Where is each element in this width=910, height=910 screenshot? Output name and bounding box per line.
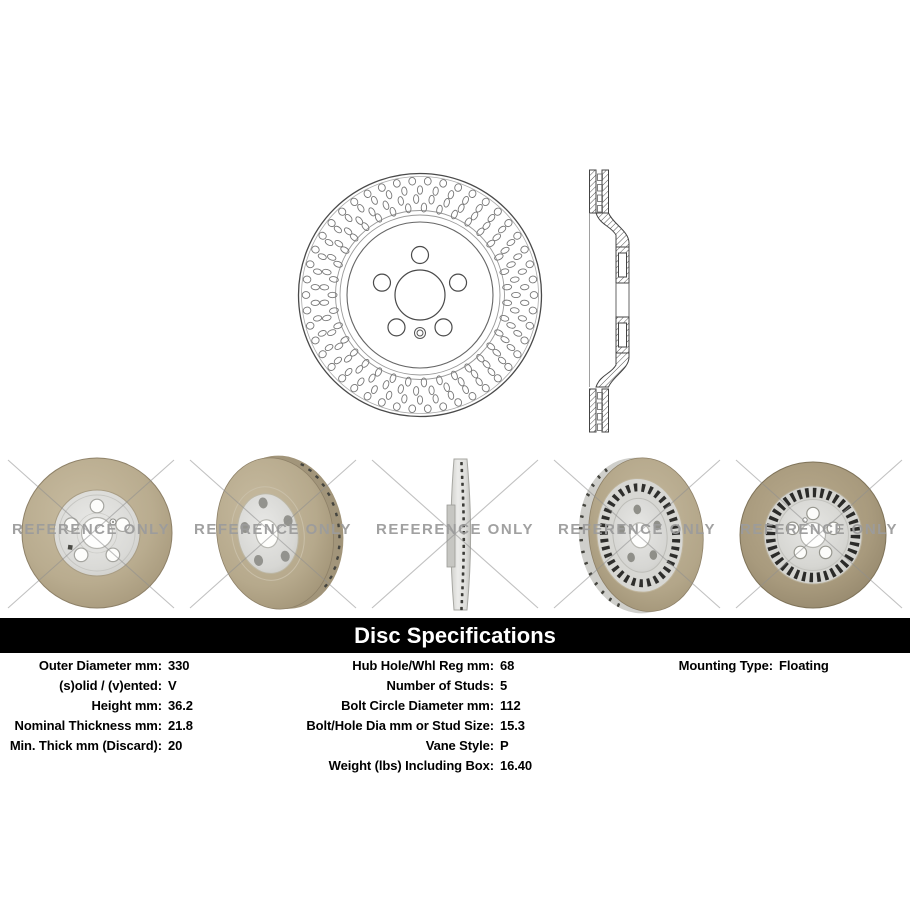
- vent-hole-dot-pattern: [302, 177, 538, 413]
- front-view-line-drawing: [295, 170, 545, 420]
- watermark-text: REFERENCE ONLY: [12, 521, 170, 538]
- spec-column-3: [640, 656, 829, 676]
- product-photo-row: [0, 450, 910, 618]
- cross-section-line-drawing: [580, 168, 644, 434]
- photo-back-view: [728, 450, 910, 618]
- spec-row: Outer Diameter mm: 330: [38, 658, 190, 673]
- photo-angled-front-view: [182, 450, 364, 618]
- watermark-text: REFERENCE ONLY: [558, 521, 716, 538]
- spec-row: Vane Style: P: [425, 738, 509, 753]
- spec-row: Height mm: 36.2: [91, 698, 193, 713]
- spec-row: Min. Thick mm (Discard): 20: [9, 738, 183, 753]
- spec-row: (s)olid / (v)ented: V: [59, 678, 177, 693]
- spec-row: Hub Hole/Whl Reg mm: 68: [352, 658, 515, 673]
- spec-header-bar: [0, 618, 910, 653]
- photo-angled-back-view: [546, 450, 728, 618]
- photo-edge-view: [364, 450, 546, 618]
- spec-column-1: [0, 656, 193, 756]
- spec-row: Weight (lbs) Including Box: 16.40: [328, 758, 533, 773]
- watermark-text: REFERENCE ONLY: [740, 521, 898, 538]
- spec-table-title: Disc Specifications: [354, 623, 556, 648]
- spec-row: Bolt Circle Diameter mm: 112: [341, 698, 521, 713]
- spec-column-2: [300, 656, 532, 776]
- stud-holes: [373, 247, 466, 336]
- spec-row: Bolt/Hole Dia mm or Stud Size: 15.3: [306, 718, 525, 733]
- watermark-text: REFERENCE ONLY: [194, 521, 352, 538]
- photo-front-view: [0, 450, 182, 618]
- spec-row: Mounting Type: Floating: [678, 658, 829, 673]
- watermark-text: REFERENCE ONLY: [376, 521, 534, 538]
- spec-row: Number of Studs: 5: [386, 678, 508, 693]
- spec-row: Nominal Thickness mm: 21.8: [14, 718, 193, 733]
